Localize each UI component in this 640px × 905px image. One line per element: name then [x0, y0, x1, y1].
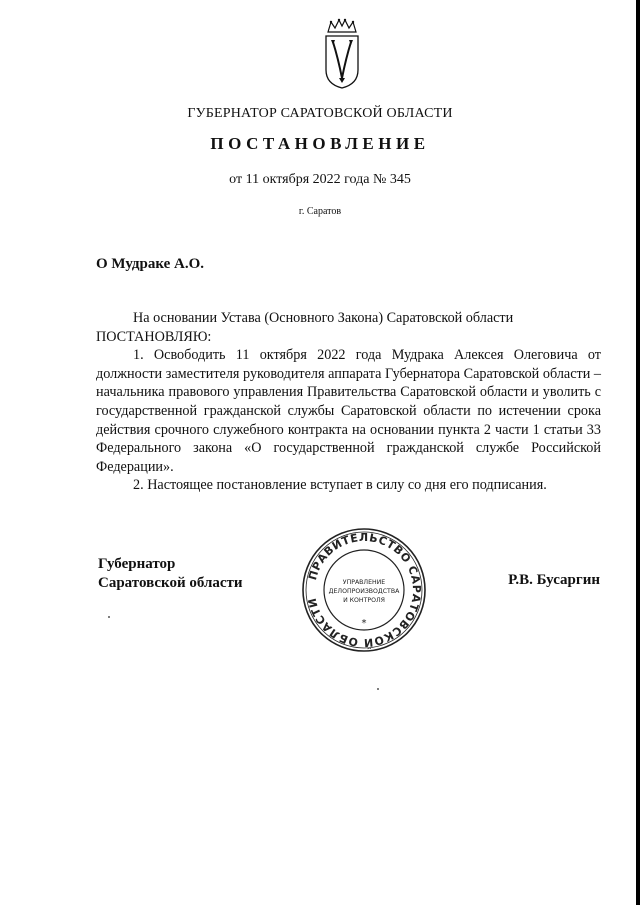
resolve-line: ПОСТАНОВЛЯЮ:: [96, 328, 212, 345]
official-seal-stamp: [300, 526, 428, 654]
item-1-paragraph: 1. Освободить 11 октября 2022 года Мудрака Алексея Олеговича от должности заместителя руководителя аппарата Губернатора Саратовской области – начальника правового управления Правительства Саратовской области и уволить с государственной гражданской службы Саратовской области по истечении срока действия срочного служебного контракта на основании пункта 2 части 1 статьи 33 Федерального закона «О государственной гражданской службе Российской Федерации».: [96, 347, 601, 475]
seal-line-1: УПРАВЛЕНИЕ: [342, 579, 386, 586]
scan-speck: [377, 688, 379, 690]
document-type: ПОСТАНОВЛЕНИЕ: [210, 134, 430, 153]
coat-of-arms-icon: [322, 18, 362, 90]
signatory-name: Р.В. Бусаргин: [508, 572, 600, 588]
seal-star: *: [361, 618, 367, 629]
document-subject: О Мудраке А.О.: [96, 256, 205, 272]
signatory-position: [98, 555, 243, 593]
document-body: [96, 309, 601, 495]
scan-speck: [108, 616, 110, 618]
issuer-title: ГУБЕРНАТОР САРАТОВСКОЙ ОБЛАСТИ: [187, 106, 453, 121]
document-date-number: от 11 октября 2022 года № 345: [229, 172, 411, 187]
seal-ring-text: ПРАВИТЕЛЬСТВО САРАТОВСКОЙ ОБЛАСТИ: [305, 530, 424, 650]
intro-paragraph: На основании Устава (Основного Закона) Саратовской области: [133, 310, 514, 326]
position-line-2: Саратовской области: [98, 575, 243, 591]
document-place: г. Саратов: [298, 206, 342, 217]
position-line-1: Губернатор: [98, 556, 176, 572]
item-2-paragraph: 2. Настоящее постановление вступает в силу со дня его подписания.: [133, 477, 547, 494]
seal-line-2: ДЕЛОПРОИЗВОДСТВА: [328, 588, 400, 595]
seal-line-3: И КОНТРОЛЯ: [343, 597, 385, 604]
